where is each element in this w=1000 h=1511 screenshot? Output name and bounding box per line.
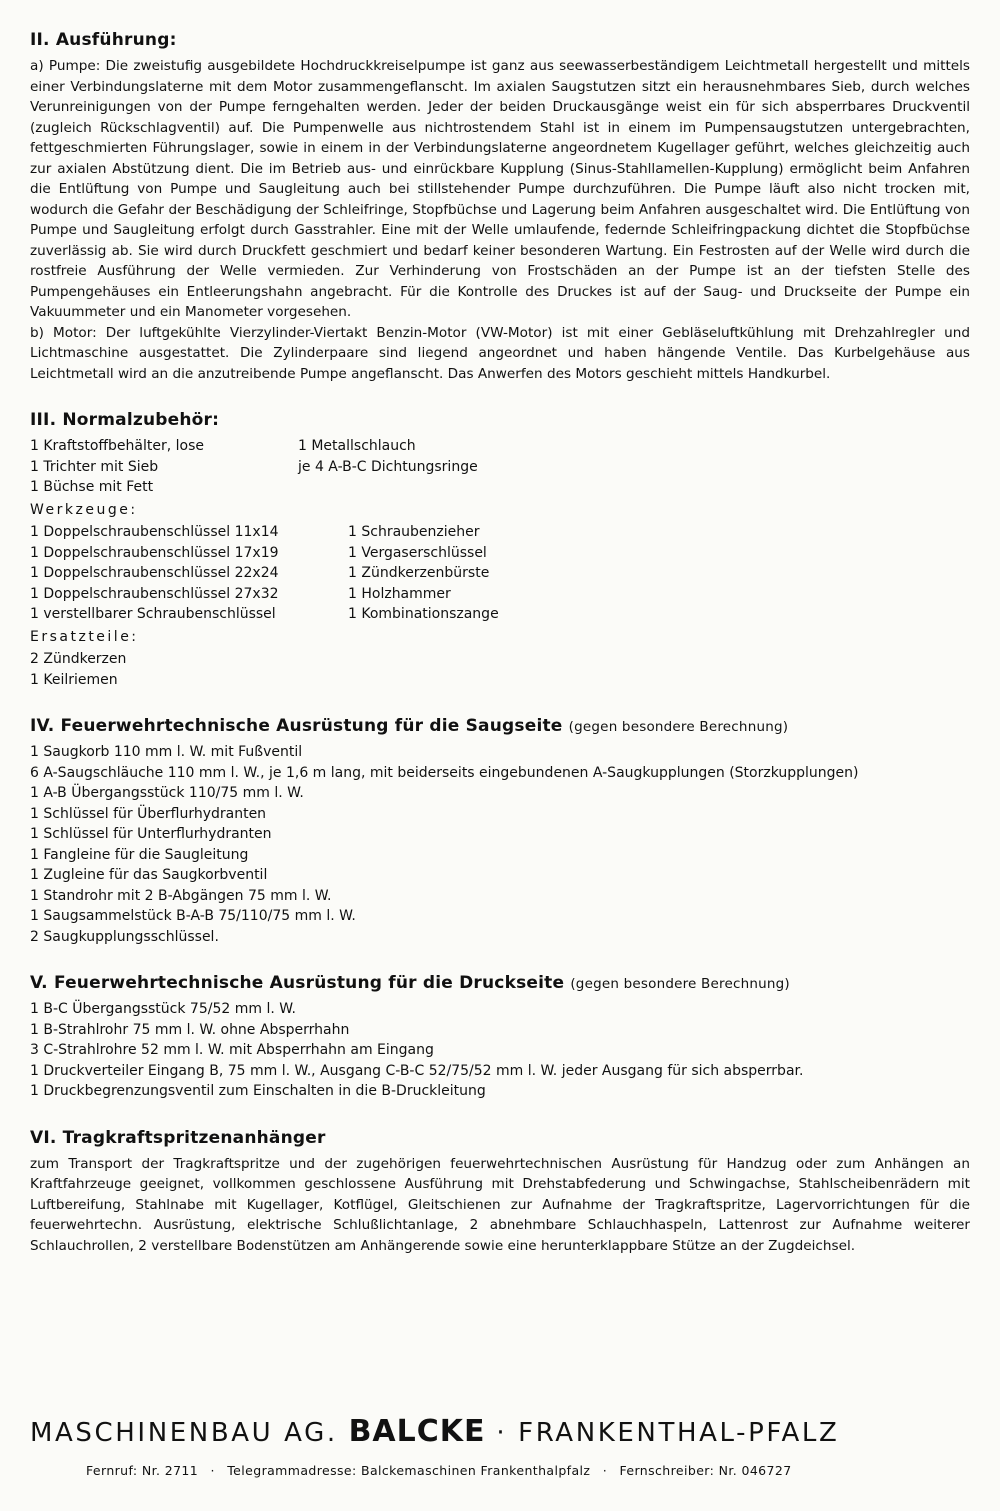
list-item: 2 Zündkerzen [30,651,127,667]
list-item: 1 B-C Übergangsstück 75/52 mm l. W. [30,1001,296,1017]
spares-label: Ersatzteile: [30,628,139,645]
list-item: 1 Doppelschraubenschlüssel 11x14 [30,524,279,540]
list-item: 2 Saugkupplungsschlüssel. [30,928,219,945]
pump-paragraph: a) Pumpe: Die zweistufig ausgebildete Hochdruckkreiselpumpe ist ganz aus seewasserbeständigem Leichtmetall hergestellt und mittels einer Verbindungslaterne mit dem Motor zusammengeflanscht. Im axialen Saugstutzen sitzt ein herausnehmbares Sieb, durch welches Verunreinigungen von der Pumpe ferngehalten werden. Jeder der beiden Druckausgänge weist ein für sich absperrbares Druckventil (zugleich Rückschlagventil) auf. Die Pumpenwelle aus nichtrostendem Stahl ist in einem im Pumpensaugstutzen untergebrachten, fettgeschmierten Führungslager, sowie in einem in der Verbindungslaterne angeordnetem Kugellager geführt, welches gleichzeitig auch zur axialen Abstützung dient. Die im Betrieb aus- und einrückbare Kupplung (Sinus-Stahllamellen-Kupplung) ermöglicht beim Anfahren die Entlüftung von Pumpe und Saugleitung auch bei stillstehender Pumpe durchzuführen. Die Pumpe läuft also nicht trocken mit, wodurch die Gefahr der Beschädigung der Schleifringe, Stopfbüchse und Lagerung beim Anfahren ausgeschaltet wird. Die Entlüftung von Pumpe und Saugleitung erfolgt durch Gasstrahler. Eine mit der Welle umlaufende, federnde Schleifringpackung dichtet die Stopfbüchse zuverlässig ab. Sie wird durch Druckfett geschmiert und bedarf keiner besonderen Wartung. Ein Festrosten auf der Welle wird durch die rostfreie Ausführung der Welle vermieden. Zur Verhinderung von Frostschäden an der Pumpe ist an der tiefsten Stelle des Pumpengehäuses ein Entleerungshahn angebracht. Für die Kontrolle des Druckes ist auf der Saug- und Druckseite der Pumpe ein Vakuummeter und ein Manometer vorgesehen. [30,58,970,320]
list-item: 1 Doppelschraubenschlüssel 22x24 [30,565,279,581]
list-item: 1 Saugkorb 110 mm l. W. mit Fußventil [30,744,303,760]
section-title: III. Normalzubehör: [30,410,220,430]
list-item: 1 Kraftstoffbehälter, lose [30,438,205,454]
list-item: 1 Saugsammelstück B-A-B 75/110/75 mm l. W. [30,908,356,924]
section-title: VI. Tragkraftspritzenanhänger [30,1127,326,1148]
separator: · [210,1463,215,1478]
list-item: 1 Schlüssel für Unterflurhydranten [30,826,272,842]
tools-column-right [348,522,499,625]
section-saugseite [30,716,970,947]
list-item: 1 Standrohr mit 2 B-Abgängen 75 mm l. W. [30,887,332,904]
list-item: 1 Trichter mit Sieb [30,458,159,475]
section-ausfuehrung [30,30,970,384]
list-item: 1 Büchse mit Fett [30,479,154,495]
tools-label: Werkzeuge: [30,501,138,518]
section-title-text: IV. Feuerwehrtechnische Ausrüstung für die Saugseite [30,716,563,736]
section-title: II. Ausführung: [30,30,177,50]
tools-list [30,522,970,625]
list-item: 1 A-B Übergangsstück 110/75 mm l. W. [30,785,304,801]
list-item: 1 Vergaserschlüssel [348,544,487,561]
list-item: 1 Fangleine für die Saugleitung [30,846,249,863]
telex-number: Fernschreiber: Nr. 046727 [619,1463,792,1478]
company-prefix: MASCHINENBAU AG. [30,1418,338,1448]
section-title [30,973,970,993]
section-normalzubehoer [30,410,970,690]
contact-line [30,1463,970,1478]
list-item: 1 Doppelschraubenschlüssel 27x32 [30,585,279,602]
company-brand: BALCKE [348,1414,486,1449]
list-item: 1 Doppelschraubenschlüssel 17x19 [30,544,279,561]
list-item: 1 B-Strahlrohr 75 mm l. W. ohne Absperrhahn [30,1021,350,1038]
list-item: 1 Holzhammer [348,585,451,602]
section-title [30,716,970,736]
list-item: 1 verstellbarer Schraubenschlüssel [30,606,276,622]
spares-list [30,649,970,690]
motor-paragraph: b) Motor: Der luftgekühlte Vierzylinder-Viertakt Benzin-Motor (VW-Motor) ist mit einer Gebläseluftkühlung mit Drehzahlregler und Lichtmaschine ausgestattet. Die Zylinderpaare sind liegend angeordnet und haben hängende Ventile. Das Kurbelgehäuse aus Leichtmetall wird an die anzutreibende Pumpe angeflanscht. Das Anwerfen des Motors geschieht mittels Handkurbel. [30,324,970,382]
list-item: 1 Druckbegrenzungsventil zum Einschalten in die B-Druckleitung [30,1083,486,1099]
list-item: 1 Metallschlauch [298,438,416,454]
company-name [30,1414,970,1449]
list-item: 1 Kombinationszange [348,606,499,622]
section-note: (gegen besondere Berechnung) [568,719,789,735]
separator: · [602,1463,608,1478]
document-page [30,30,970,1274]
list-item: 1 Zugleine für das Saugkorbventil [30,867,268,883]
list-item: 6 A-Saugschläuche 110 mm l. W., je 1,6 m lang, mit beiderseits eingebundenen A-Saugkupplungen (Storzkupplungen) [30,764,859,781]
pressure-equipment-list [30,999,970,1102]
accessory-list [30,436,970,498]
list-item: 1 Schraubenzieher [348,524,480,540]
list-item: 1 Druckverteiler Eingang B, 75 mm l. W., Ausgang C-B-C 52/75/52 mm l. W. jeder Ausgang für sich absperrbar. [30,1062,804,1079]
trailer-paragraph: zum Transport der Tragkraftspritze und der zugehörigen feuerwehrtechnischen Ausrüstung für Handzug oder zum Anhängen an Kraftfahrzeuge geeignet, vollkommen geschlossene Ausführung mit Drehstabfederung und Schwingachse, Stahlscheibenrädern mit Luftbereifung, Stahlnabe mit Kugellager, Kotflügel, Gleitschienen zur Aufnahme der Tragkraftspritze, Lagervorrichtungen für die feuerwehrtechn. Ausrüstung, elektrische Schlußlichtanlage, 2 abnehmbare Schlauchhaspeln, Lattenrost zur Aufnahme weiterer Schlauchrollen, 2 verstellbare Bodenstützen am Anhängerende sowie eine herunterklappbare Stütze an der Zugdeichsel. [30,1155,970,1254]
suction-equipment-list [30,742,970,947]
accessory-column-right [298,436,478,498]
tools-column-left [30,522,348,625]
telegram-address: Telegrammadresse: Balckemaschinen Frankenthalpfalz [227,1463,591,1478]
company-location: · FRANKENTHAL-PFALZ [496,1418,840,1448]
section-anhaenger [30,1128,970,1257]
section-druckseite [30,973,970,1102]
list-item: je 4 A-B-C Dichtungsringe [298,458,478,475]
section-title-text: V. Feuerwehrtechnische Ausrüstung für die Druckseite [30,973,565,993]
list-item: 1 Schlüssel für Überflurhydranten [30,805,267,822]
phone-number: Fernruf: Nr. 2711 [86,1463,199,1478]
list-item: 1 Zündkerzenbürste [348,565,490,581]
list-item: 1 Keilriemen [30,671,118,688]
company-footer [30,1414,970,1478]
section-note: (gegen besondere Berechnung) [570,976,790,992]
accessory-column-left [30,436,298,498]
list-item: 3 C-Strahlrohre 52 mm l. W. mit Absperrhahn am Eingang [30,1042,434,1058]
